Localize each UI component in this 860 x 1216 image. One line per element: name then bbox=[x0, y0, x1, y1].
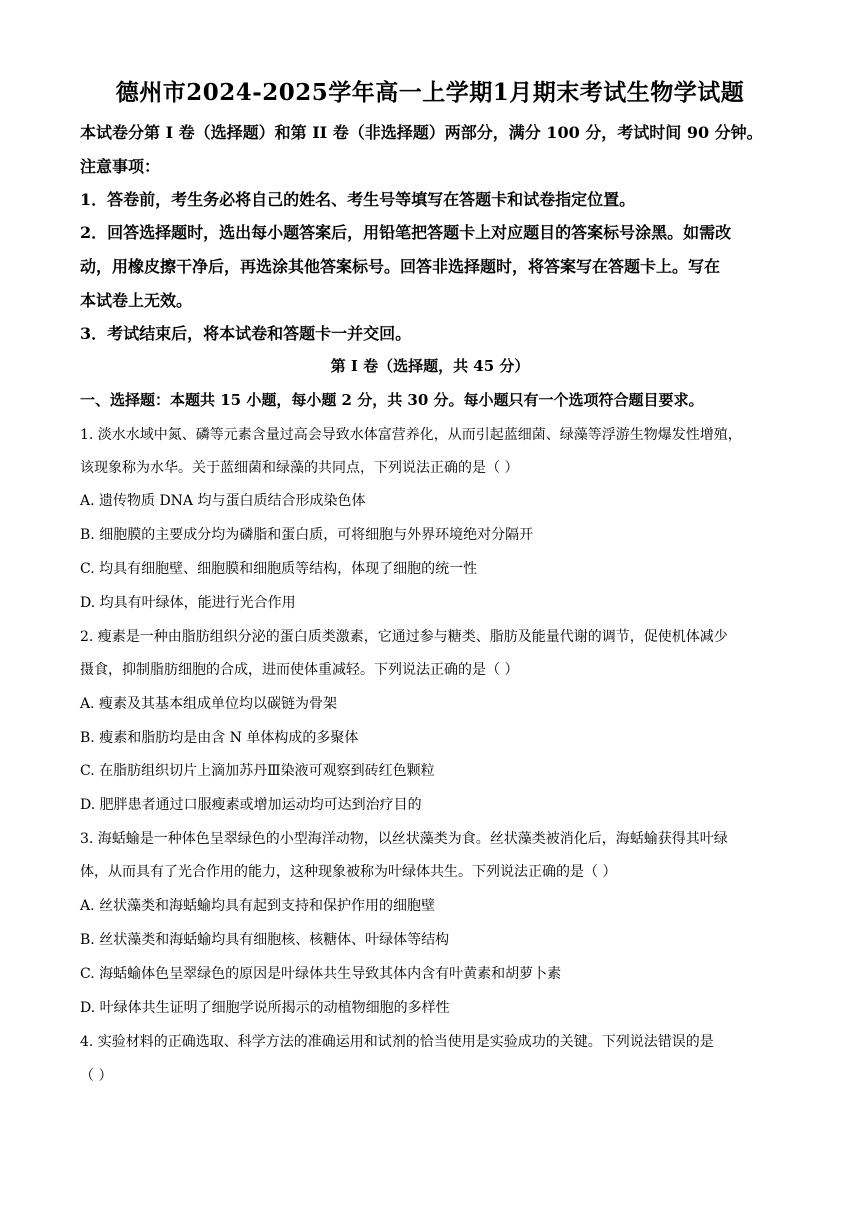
question-2-stem-line-1: 2. 瘦素是一种由脂肪组织分泌的蛋白质类激素，它通过参与糖类、脂肪及能量代谢的调节，促使机体减少 bbox=[80, 629, 728, 645]
question-2-option-b: B. 瘦素和脂肪均是由含 N 单体构成的多聚体 bbox=[80, 730, 359, 746]
notice-item-1: 1．答卷前，考生务必将自己的姓名、考生号等填写在答题卡和试卷指定位置。 bbox=[80, 190, 636, 209]
question-4-stem-line-2: （ ） bbox=[80, 1068, 113, 1084]
page-title: 德州市2024-2025学年高一上学期1月期末考试生物学试题 bbox=[115, 79, 745, 106]
question-1-stem-line-2: 该现象称为水华。关于蓝细菌和绿藻的共同点，下列说法正确的是（ ） bbox=[80, 460, 519, 476]
intro-line: 本试卷分第 I 卷（选择题）和第 II 卷（非选择题）两部分，满分 100 分，考试时间 90 分钟。 bbox=[80, 123, 763, 142]
question-2-stem-line-2: 摄食，抑制脂肪细胞的合成，进而使体重减轻。下列说法正确的是（ ） bbox=[80, 662, 519, 678]
notice-item-2-line-1: 2．回答选择题时，选出每小题答案后，用铅笔把答题卡上对应题目的答案标号涂黑。如需改 bbox=[80, 223, 732, 242]
question-1-option-c: C. 均具有细胞壁、细胞膜和细胞质等结构，体现了细胞的统一性 bbox=[80, 561, 478, 577]
question-4-stem-line-1: 4. 实验材料的正确选取、科学方法的准确运用和试剂的恰当使用是实验成功的关键。下列说法错误的是 bbox=[80, 1034, 714, 1050]
question-3-option-d: D. 叶绿体共生证明了细胞学说所揭示的动植物细胞的多样性 bbox=[80, 1000, 450, 1016]
notice-item-3: 3．考试结束后，将本试卷和答题卡一并交回。 bbox=[80, 324, 412, 343]
question-1-option-b: B. 细胞膜的主要成分均为磷脂和蛋白质，可将细胞与外界环境绝对分隔开 bbox=[80, 527, 534, 543]
question-3-stem-line-1: 3. 海蛞蝓是一种体色呈翠绿色的小型海洋动物，以丝状藻类为食。丝状藻类被消化后，海蛞蝓获得其叶绿 bbox=[80, 831, 728, 847]
question-1-option-a: A. 遗传物质 DNA 均与蛋白质结合形成染色体 bbox=[80, 493, 366, 509]
question-1-option-d: D. 均具有叶绿体，能进行光合作用 bbox=[80, 595, 296, 611]
notice-item-2-line-2: 动，用橡皮擦干净后，再选涂其他答案标号。回答非选择题时，将答案写在答题卡上。写在 bbox=[80, 257, 721, 276]
question-1-stem-line-1: 1. 淡水水域中氮、磷等元素含量过高会导致水体富营养化，从而引起蓝细菌、绿藻等浮游生物爆发性增殖， bbox=[80, 427, 742, 443]
part-heading: 一、选择题：本题共 15 小题，每小题 2 分，共 30 分。每小题只有一个选项符合题目要求。 bbox=[80, 391, 704, 409]
question-2-option-c: C. 在脂肪组织切片上滴加苏丹Ⅲ染液可观察到砖红色颗粒 bbox=[80, 763, 435, 779]
question-2-option-d: D. 肥胖患者通过口服瘦素或增加运动均可达到治疗目的 bbox=[80, 797, 422, 813]
question-3-stem-line-2: 体，从而具有了光合作用的能力，这种现象被称为叶绿体共生。下列说法正确的是（ ） bbox=[80, 864, 617, 880]
question-3-option-a: A. 丝状藻类和海蛞蝓均具有起到支持和保护作用的细胞壁 bbox=[80, 898, 436, 914]
question-2-option-a: A. 瘦素及其基本组成单位均以碳链为骨架 bbox=[80, 696, 338, 712]
section-heading: 第 I 卷（选择题，共 45 分） bbox=[330, 357, 530, 375]
notice-item-2-line-3: 本试卷上无效。 bbox=[80, 291, 193, 310]
question-3-option-b: B. 丝状藻类和海蛞蝓均具有细胞核、核糖体、叶绿体等结构 bbox=[80, 932, 450, 948]
notice-heading: 注意事项： bbox=[80, 157, 161, 176]
question-3-option-c: C. 海蛞蝓体色呈翠绿色的原因是叶绿体共生导致其体内含有叶黄素和胡萝卜素 bbox=[80, 966, 562, 982]
